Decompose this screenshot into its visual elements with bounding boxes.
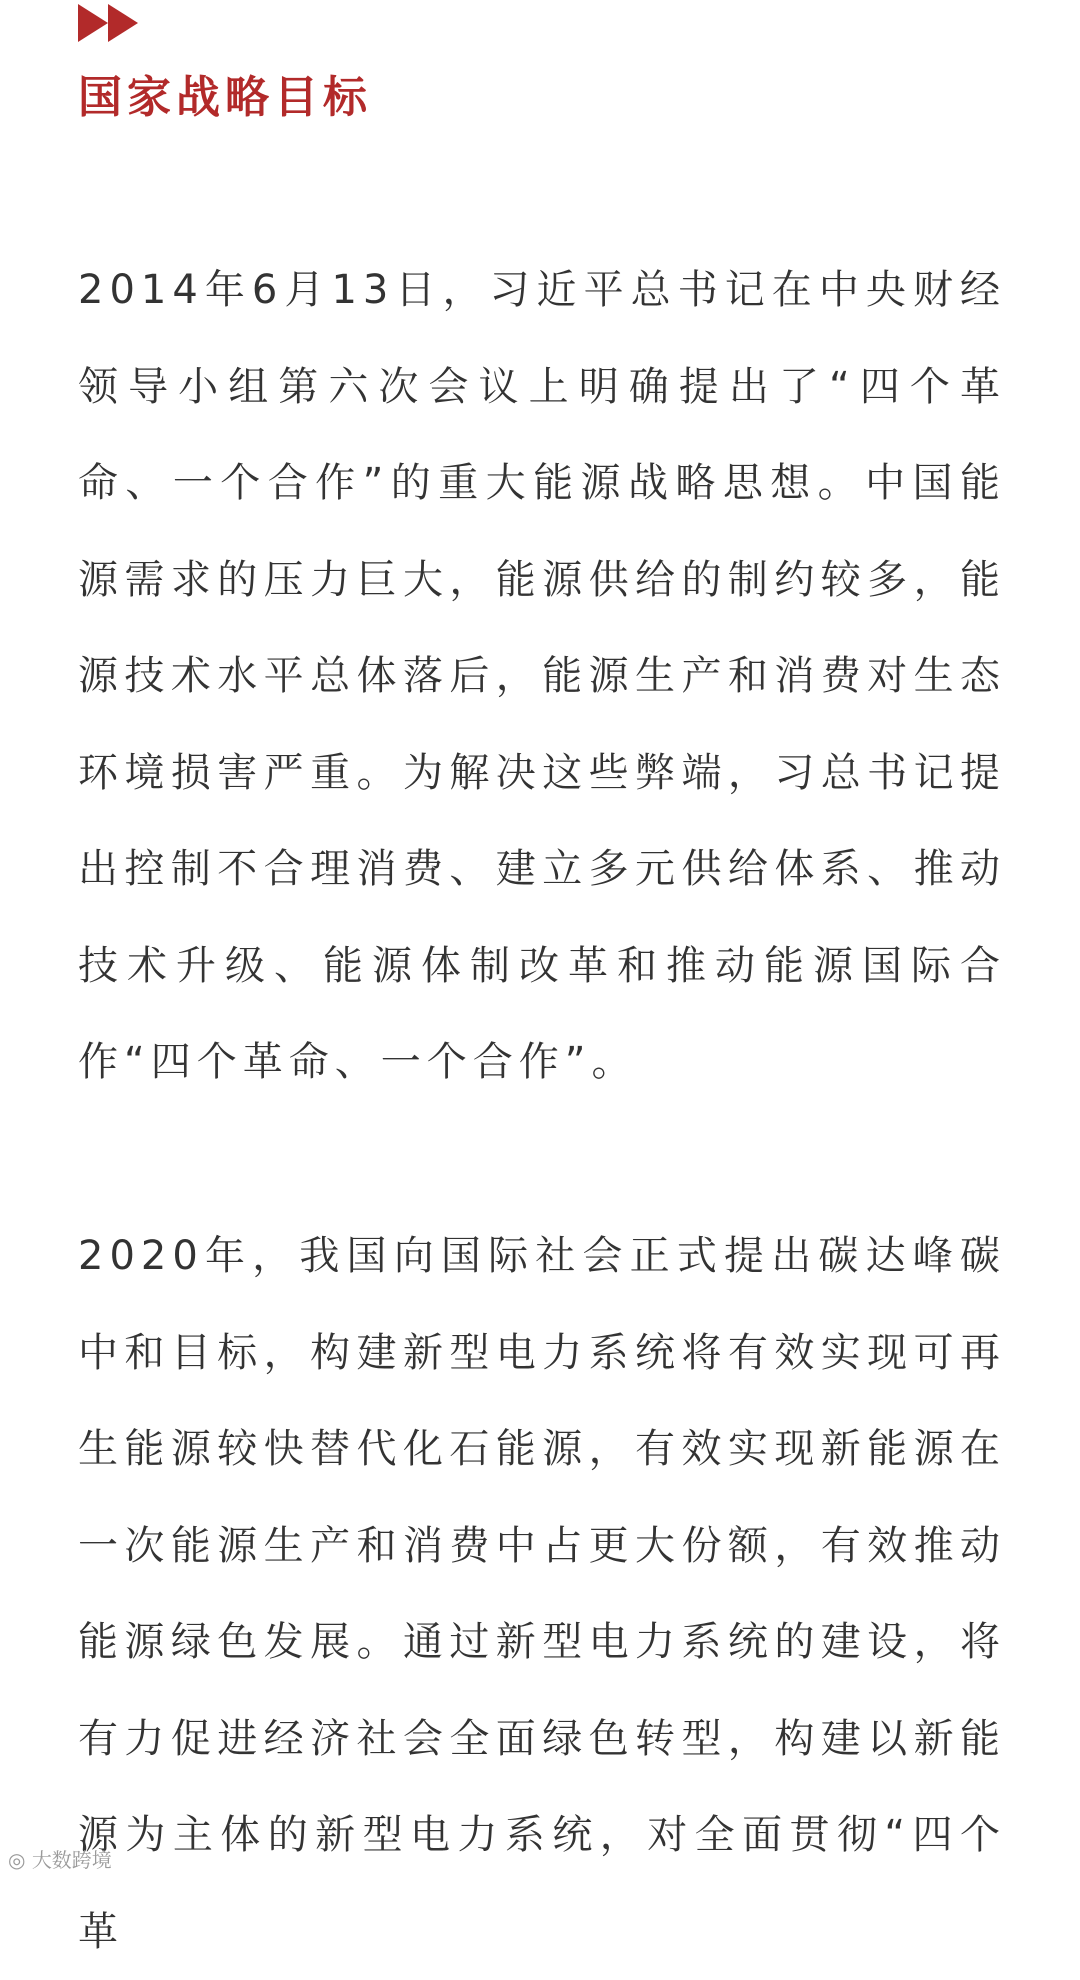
paragraph-four-revolutions: 2014年6月13日，习近平总书记在中央财经领导小组第六次会议上明确提出了“四个革命、一个合作”的重大能源战略思想。中国能源需求的压力巨大，能源供给的制约较多，能源技术水平总体落后，能源生产和消费对生态环境损害严重。为解决这些弊端，习总书记提出控制不合理消费、建立多元供给体系、推动技术升级、能源体制改革和推动能源国际合作“四个革命、一个合作”。 — [78, 267, 1006, 1085]
watermark-text: 大数跨境 — [31, 1848, 112, 1872]
watermark — [8, 1848, 112, 1872]
paragraph-carbon-neutrality: 2020年，我国向国际社会正式提出碳达峰碳中和目标，构建新型电力系统将有效实现可再生能源较快替代化石能源，有效实现新能源在一次能源生产和消费中占更大份额，有效推动能源绿色发展。通过新型电力系统的建设，将有力促进经济社会全面绿色转型，构建以新能源为主体的新型电力系统，对全面贯彻“四个革 — [78, 1233, 1006, 1955]
watermark-logo-icon: ◎ — [8, 1848, 26, 1872]
double-chevron-right-icon — [78, 4, 140, 42]
section-title: 国家战略目标 — [78, 72, 372, 123]
